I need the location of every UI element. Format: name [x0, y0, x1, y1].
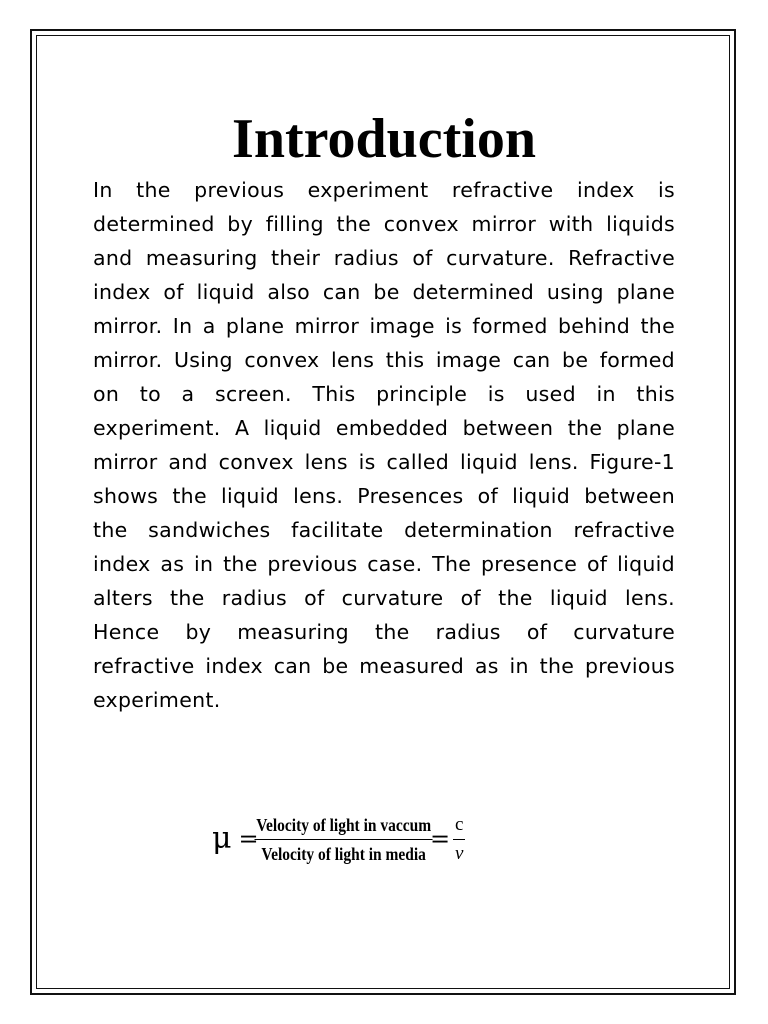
velocity-fraction — [254, 814, 432, 865]
page-title: Introduction — [232, 108, 536, 170]
formula-equals-sign-2: = — [429, 825, 451, 853]
c-over-v-fraction — [453, 814, 465, 865]
mu-symbol: μ — [212, 821, 232, 856]
ratio-numerator: c — [453, 814, 465, 840]
fraction-denominator: Velocity of light in media — [260, 843, 426, 864]
formula-equals-sign: = — [238, 825, 259, 853]
introduction-paragraph: In the previous experiment refractive index is determined by filling the convex mirror with liquids and measuring their radius of curvature. Refractive index of liquid also can be determined using plane mirror. In a plane mirror image is formed behind the mirror. Using convex lens this image can be formed on to a screen. This principle is used in this experiment. A liquid embedded between the plane mirror and convex lens is called liquid lens. Figure-1 shows the liquid lens. Presences of liquid between the sandwiches facilitate determination refractive index as in the previous case. The presence of liquid alters the radius of curvature of the liquid lens. Hence by measuring the radius of curvature refractive index can be measured as in the previous experiment. — [93, 178, 675, 712]
fraction-numerator: Velocity of light in vaccum — [254, 814, 432, 840]
refractive-index-formula — [212, 806, 465, 872]
ratio-denominator: v — [455, 842, 464, 864]
